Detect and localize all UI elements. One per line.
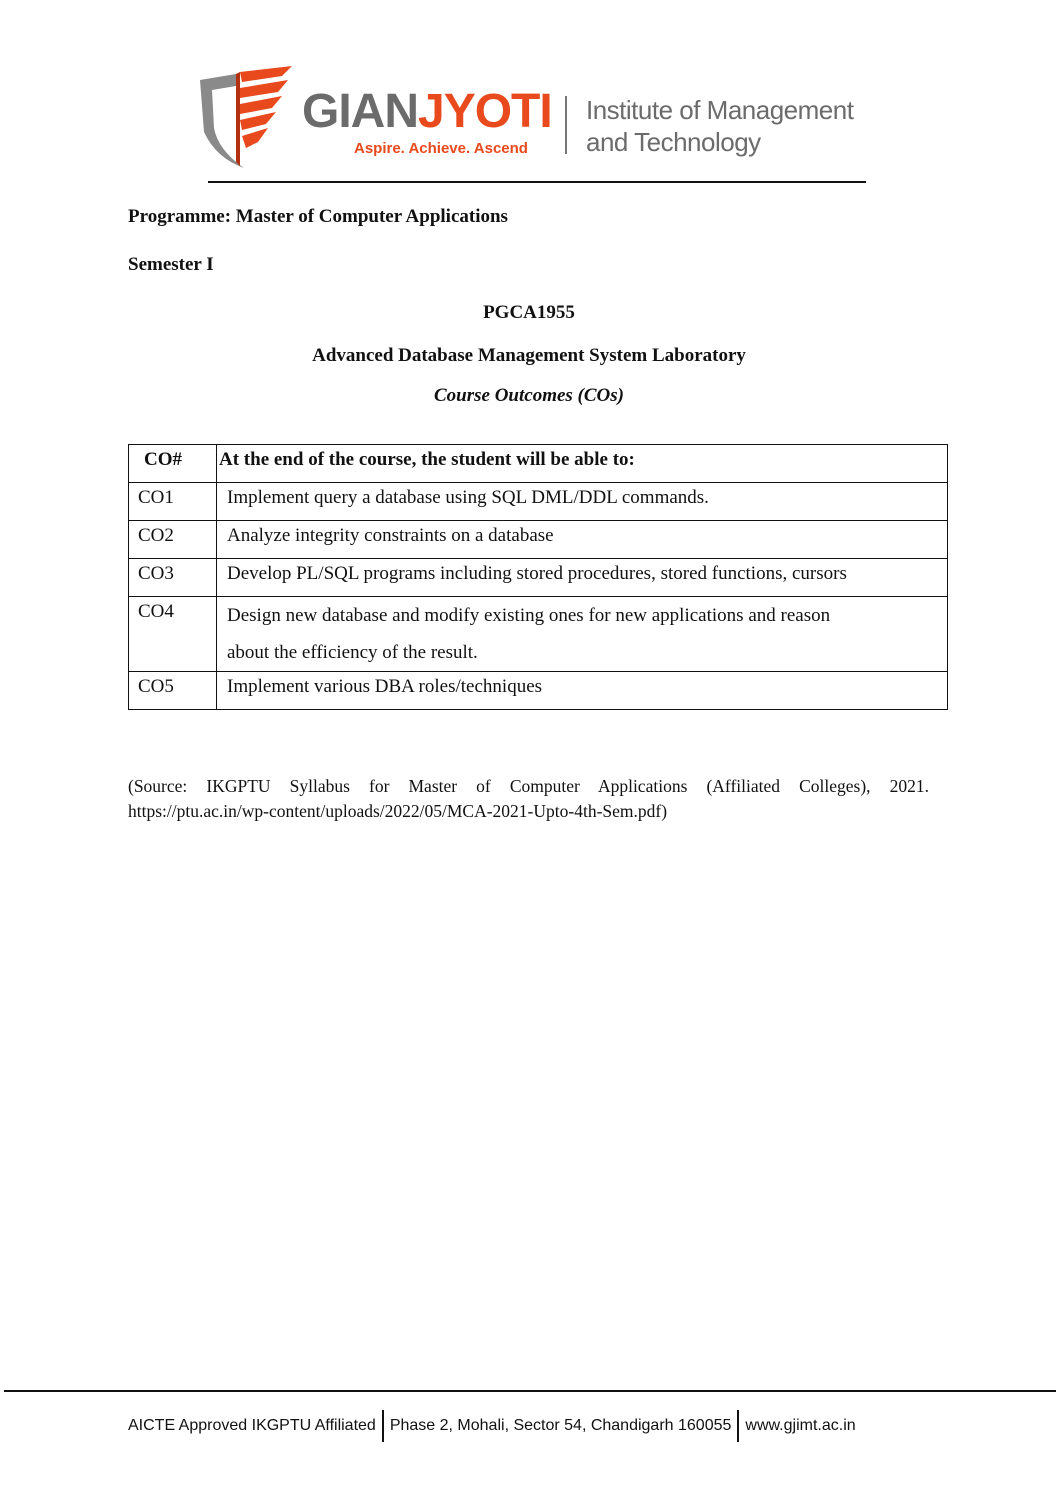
shield-wing-logo-icon (196, 66, 296, 174)
section-title: Course Outcomes (COs) (433, 385, 624, 406)
course-code: PGCA1955 (483, 302, 575, 323)
co-id: CO5 (129, 672, 217, 710)
header-rule (208, 181, 866, 183)
programme-heading: Programme: Master of Computer Applications (128, 206, 508, 227)
page-footer (128, 1410, 856, 1442)
institute-name-line2: and Technology (586, 127, 761, 157)
brand-name-part2: JYOTI (418, 85, 552, 138)
co-id: CO3 (129, 559, 217, 597)
co-description: Analyze integrity constraints on a database (217, 521, 948, 559)
co-description-line1: Design new database and modify existing ones for new applications and reason (227, 605, 831, 626)
source-citation (128, 774, 929, 824)
table-row (129, 483, 948, 521)
institute-name (586, 94, 853, 158)
co-description: Develop PL/SQL programs including stored procedures, stored functions, cursors (217, 559, 948, 597)
co-id: CO2 (129, 521, 217, 559)
co-description (217, 597, 948, 672)
brand-name-part1: GIAN (302, 85, 418, 138)
institute-name-line1: Institute of Management (586, 95, 854, 125)
brand-name (302, 85, 552, 138)
source-url[interactable]: https://ptu.ac.in/wp-content/uploads/2022/05/MCA-2021-Upto-4th-Sem.pdf) (128, 801, 668, 821)
co-id: CO4 (129, 597, 217, 672)
footer-divider (737, 1410, 739, 1442)
footer-affiliation: AICTE Approved IKGPTU Affiliated (128, 1417, 376, 1434)
header-co-number: CO# (129, 445, 217, 483)
footer-rule (4, 1390, 1056, 1392)
co-id: CO1 (129, 483, 217, 521)
co-description: Implement query a database using SQL DML/DDL commands. (217, 483, 948, 521)
logo-divider (565, 96, 567, 154)
semester-heading: Semester I (128, 254, 214, 275)
co-description-line2: about the efficiency of the result. (227, 642, 478, 663)
source-line1: (Source: IKGPTU Syllabus for Master of Computer Applications (Affiliated Colleges), 2021. (128, 776, 929, 796)
course-title: Advanced Database Management System Laboratory (312, 345, 746, 366)
institute-logo (196, 66, 876, 176)
header-description: At the end of the course, the student will be able to: (217, 445, 948, 483)
table-row (129, 597, 948, 672)
brand-tagline: Aspire. Achieve. Ascend (354, 140, 528, 157)
co-description: Implement various DBA roles/techniques (217, 672, 948, 710)
footer-divider (382, 1410, 384, 1442)
table-row (129, 672, 948, 710)
course-outcomes-table (128, 444, 948, 710)
footer-website-link[interactable]: www.gjimt.ac.in (745, 1417, 856, 1434)
footer-address: Phase 2, Mohali, Sector 54, Chandigarh 160055 (389, 1417, 732, 1434)
table-row (129, 559, 948, 597)
table-header-row (129, 445, 948, 483)
table-row (129, 521, 948, 559)
